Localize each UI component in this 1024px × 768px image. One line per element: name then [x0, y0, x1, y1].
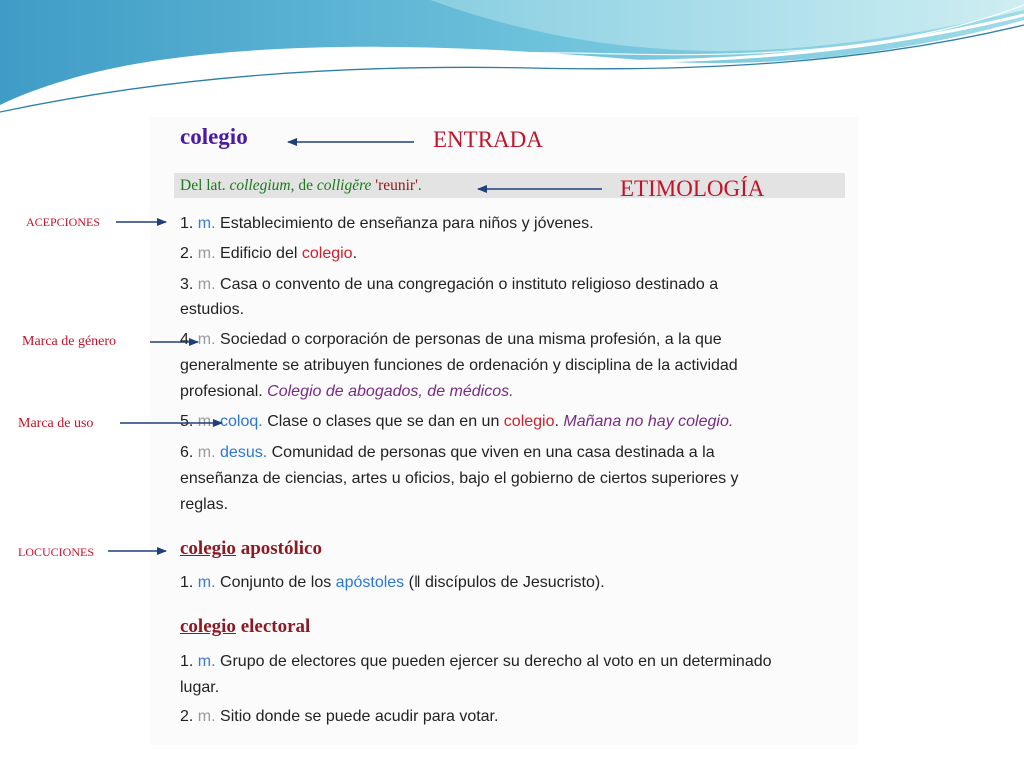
- annotation-locuciones: LOCUCIONES: [18, 545, 95, 559]
- grammar-mark: m.: [197, 444, 216, 461]
- cross-reference-link[interactable]: colegio: [503, 413, 555, 430]
- sense-number: 1.: [180, 653, 194, 670]
- sense-3-line-2: estudios.: [180, 301, 245, 318]
- annotation-marca-genero: Marca de género: [22, 334, 117, 349]
- sense-text: Grupo de electores que pueden ejercer su derecho al voto en un determinado: [220, 653, 772, 670]
- grammar-mark: m.: [197, 574, 216, 591]
- sense-number: 6.: [180, 444, 194, 461]
- sense-text: Comunidad de personas que viven en una casa destinada a la: [271, 444, 715, 461]
- locution-head[interactable]: colegio: [180, 538, 236, 559]
- sense-text: profesional.: [180, 383, 268, 400]
- sense-number: 3.: [180, 276, 194, 293]
- sense-number: 2.: [180, 708, 194, 725]
- dictionary-entry-panel: [150, 117, 858, 745]
- annotation-acepciones: ACEPCIONES: [26, 215, 101, 229]
- sense-4-line-2: generalmente se atribuyen funciones de ordenación y disciplina de la actividad: [180, 357, 738, 374]
- sense-text-end: .: [554, 413, 564, 430]
- sense-4-line-1: [180, 330, 722, 349]
- etymology-latin-1: collegium: [229, 177, 291, 194]
- grammar-mark: m.: [197, 331, 216, 348]
- sense-number: 1.: [180, 574, 194, 591]
- cross-reference-link[interactable]: colegio: [301, 245, 353, 262]
- sense-5: [180, 412, 733, 431]
- sense-6-line-3: reglas.: [180, 496, 229, 513]
- cross-reference-link[interactable]: apóstoles: [335, 574, 405, 591]
- etymology-suffix: .: [417, 177, 422, 194]
- sense-number: 4.: [180, 331, 194, 348]
- sense-number: 1.: [180, 215, 194, 232]
- annotation-entrada: ENTRADA: [433, 127, 543, 152]
- locution-2-sense-2: [180, 707, 498, 726]
- sense-text: Sociedad o corporación de personas de una misma profesión, a la que: [220, 331, 722, 348]
- locution-1-sense-1: [180, 573, 605, 592]
- usage-example: Colegio de abogados, de médicos.: [267, 383, 514, 400]
- sense-text: Casa o convento de una congregación o instituto religioso destinado a: [220, 276, 719, 293]
- sense-1: [180, 214, 594, 233]
- sense-number: 2.: [180, 245, 194, 262]
- sense-6-line-2: enseñanza de ciencias, artes u oficios, bajo el gobierno de ciertos superiores y: [180, 470, 739, 487]
- locution-2-sense-1-line-2: lugar.: [180, 679, 220, 696]
- locution-tail: apostólico: [235, 538, 322, 559]
- sense-text: Clase o clases que se dan en un: [267, 413, 504, 430]
- sense-text-end: (‖ discípulos de Jesucristo).: [404, 574, 605, 591]
- grammar-mark: m.: [197, 215, 216, 232]
- etymology-mid: , de: [290, 177, 317, 194]
- grammar-mark: m.: [197, 276, 216, 293]
- grammar-mark: m.: [197, 708, 216, 725]
- etymology-gloss: 'reunir': [371, 177, 418, 194]
- sense-text: Conjunto de los: [220, 574, 336, 591]
- annotation-etimologia: ETIMOLOGÍA: [620, 176, 765, 201]
- usage-example: Mañana no hay colegio.: [563, 413, 734, 430]
- entry-headword: colegio: [180, 124, 248, 149]
- locution-title-1: [180, 538, 322, 560]
- etymology-prefix: Del lat.: [180, 177, 230, 194]
- locution-head[interactable]: colegio: [180, 616, 236, 637]
- etymology-text: [180, 177, 422, 195]
- usage-mark[interactable]: desus.: [220, 444, 268, 461]
- sense-text: Sitio donde se puede acudir para votar.: [220, 708, 499, 725]
- usage-mark[interactable]: coloq.: [220, 413, 263, 430]
- locution-2-sense-1-line-1: [180, 652, 772, 671]
- grammar-mark: m.: [197, 413, 216, 430]
- locution-title-2: [180, 616, 310, 638]
- locution-tail: electoral: [235, 616, 311, 637]
- wave-header-decoration: [0, 0, 1024, 120]
- grammar-mark: m.: [197, 245, 216, 262]
- sense-6-line-1: [180, 443, 715, 462]
- sense-2: [180, 244, 357, 263]
- sense-number: 5.: [180, 413, 194, 430]
- sense-4-line-3: [180, 382, 514, 401]
- sense-text: Establecimiento de enseñanza para niños y jóvenes.: [220, 215, 594, 232]
- sense-text-end: .: [352, 245, 358, 262]
- grammar-mark: m.: [197, 653, 216, 670]
- etymology-latin-2: colligĕre: [316, 177, 372, 194]
- annotation-marca-uso: Marca de uso: [18, 416, 94, 431]
- sense-text: Edificio del: [220, 245, 302, 262]
- sense-3-line-1: [180, 275, 718, 294]
